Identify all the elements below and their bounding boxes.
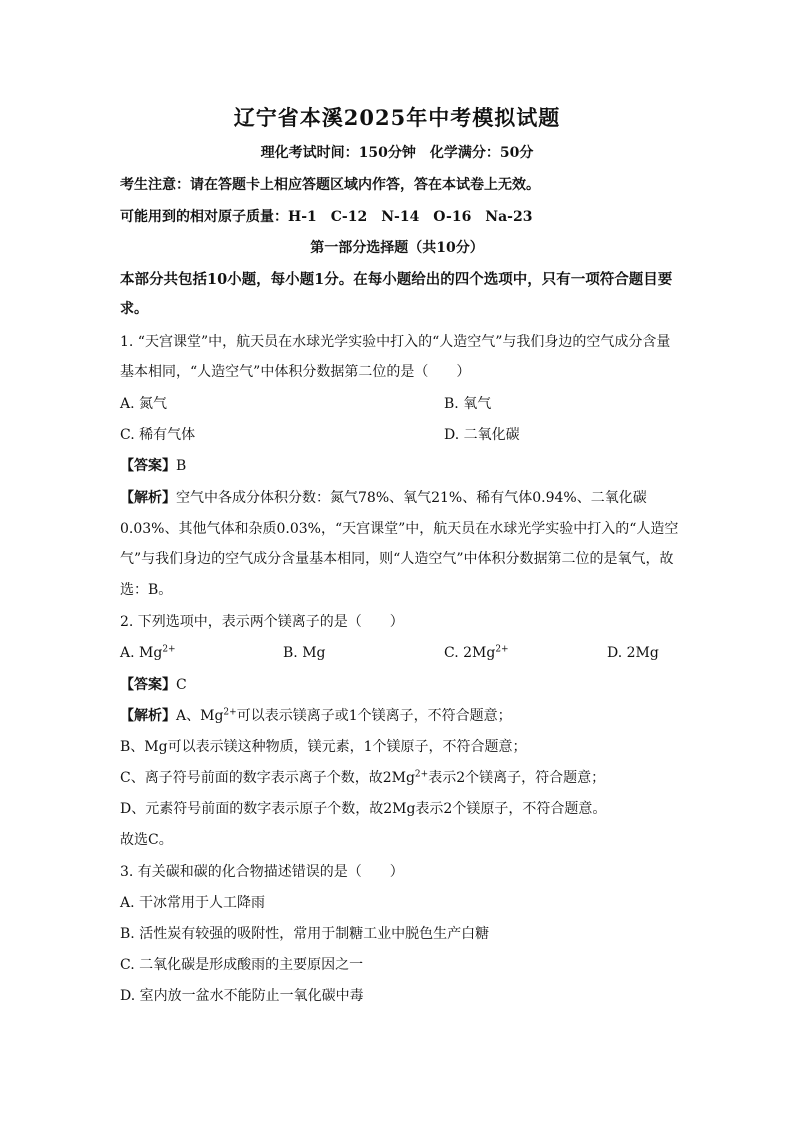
q1-stem-line1: 1. “天宫课堂”中，航天员在水球光学实验中打入的“人造空气”与我们身边的空气成分含量	[120, 334, 671, 350]
q1-analysis-text: 空气中各成分体积分数：氮气78%、氧气21%、稀有气体0.94%、二氧化碳	[176, 490, 647, 506]
q2-answer	[120, 675, 187, 695]
q2-option-c	[444, 643, 509, 663]
q2-conclusion: 故选C。	[120, 832, 173, 848]
q2-analysis-d: D、元素符号前面的数字表示原子个数，故2Mg表示2个镁原子，不符合题意。	[120, 801, 607, 817]
q1-analysis-line2: 0.03%、其他气体和杂质0.03%，“天宫课堂”中，航天员在水球光学实验中打入的“人造空	[120, 521, 679, 537]
q2-option-c-text: C. 2Mg	[444, 645, 496, 661]
q2-option-a-charge: 2+	[162, 644, 176, 655]
q2-analysis-a	[120, 706, 512, 726]
q2-analysis-c-rest: 表示2个镁离子，符合题意；	[428, 770, 606, 786]
q2-stem: 2. 下列选项中，表示两个镁离子的是（ ）	[120, 614, 404, 630]
q3-option-d: D. 室内放一盆水不能防止一氧化碳中毒	[120, 988, 364, 1004]
answer-mark: 【答案】	[120, 677, 176, 693]
q2-option-d: D. 2Mg	[607, 645, 659, 661]
q2-analysis-c-charge: 2+	[414, 769, 429, 780]
exam-notice: 考生注意：请在答题卡上相应答题区域内作答，答在本试卷上无效。	[120, 177, 540, 193]
answer-mark: 【答案】	[120, 458, 176, 474]
exam-title: 辽宁省本溪2025年中考模拟试题	[233, 105, 561, 130]
q2-answer-value: C	[176, 677, 187, 693]
q3-option-c: C. 二氧化碳是形成酸雨的主要原因之一	[120, 957, 364, 973]
section-instruction-line2: 求。	[120, 301, 148, 317]
q3-option-a: A. 干冰常用于人工降雨	[120, 895, 266, 911]
q3-option-b: B. 活性炭有较强的吸附性，常用于制糖工业中脱色生产白糖	[120, 926, 490, 942]
q1-analysis-line1	[120, 488, 647, 508]
exam-subtitle: 理化考试时间：150分钟 化学满分：50分	[260, 145, 534, 161]
q1-answer-value: B	[176, 458, 187, 474]
q3-stem: 3. 有关碳和碳的化合物描述错误的是（ ）	[120, 864, 404, 880]
section-title: 第一部分选择题（共10分）	[310, 240, 484, 256]
q2-option-a-text: A. Mg	[120, 645, 163, 661]
q2-analysis-a-charge: 2+	[223, 707, 237, 718]
q1-option-d: D. 二氧化碳	[444, 427, 520, 443]
q1-answer	[120, 456, 186, 476]
q1-stem-line2: 基本相同，“人造空气”中体积分数据第二位的是（ ）	[120, 364, 471, 380]
q2-option-c-charge: 2+	[495, 644, 509, 655]
q1-option-c: C. 稀有气体	[120, 427, 196, 443]
q2-option-a	[120, 643, 176, 663]
analysis-mark: 【解析】	[120, 490, 176, 506]
analysis-mark: 【解析】	[120, 708, 176, 724]
q2-option-b: B. Mg	[283, 645, 326, 661]
q2-analysis-c	[120, 768, 605, 788]
q2-analysis-b: B、Mg可以表示镁这种物质，镁元素，1个镁原子，不符合题意；	[120, 739, 527, 755]
section-instruction-line1: 本部分共包括10小题，每小题1分。在每小题给出的四个选项中，只有一项符合题目要	[120, 271, 673, 288]
q1-option-a: A. 氮气	[120, 396, 168, 412]
q1-analysis-line4: 选：B。	[120, 582, 173, 598]
q2-analysis-a-rest: 可以表示镁离子或1个镁离子，不符合题意；	[236, 708, 512, 724]
atomic-mass-line: 可能用到的相对原子质量：H-1 C-12 N-14 O-16 Na-23	[120, 209, 533, 225]
q2-analysis-a-prefix: A、Mg	[176, 708, 224, 724]
q1-option-b: B. 氧气	[444, 396, 492, 412]
q2-analysis-c-prefix: C、离子符号前面的数字表示离子个数，故2Mg	[120, 770, 415, 786]
q1-analysis-line3: 气”与我们身边的空气成分含量基本相同，则“人造空气”中体积分数据第二位的是氧气，故	[120, 551, 674, 567]
